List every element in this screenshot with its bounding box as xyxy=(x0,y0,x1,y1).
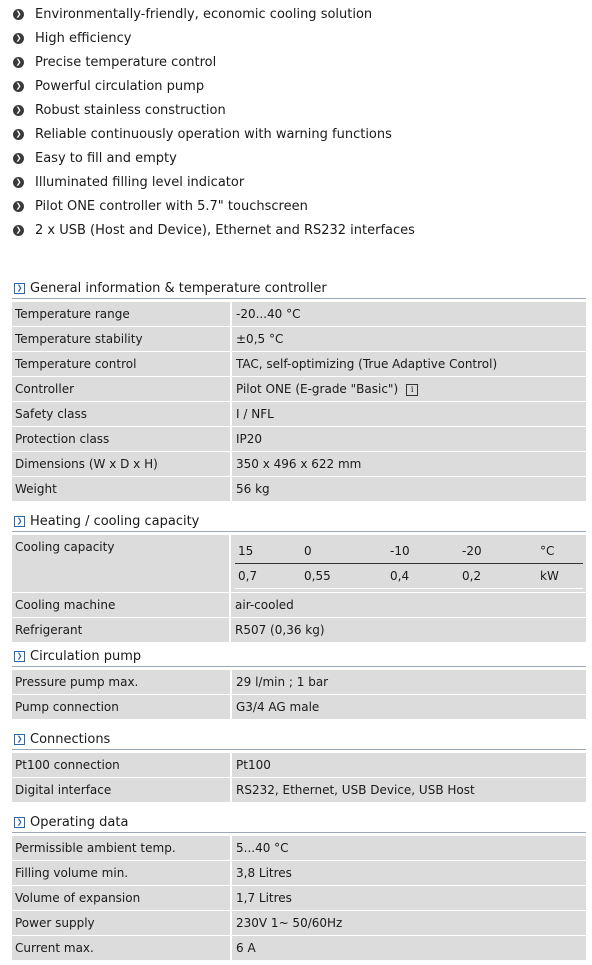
spec-value: air-cooled xyxy=(231,593,586,618)
section-arrow-icon: ❯ xyxy=(14,734,25,745)
spec-table xyxy=(12,670,586,720)
spec-value: RS232, Ethernet, USB Device, USB Host xyxy=(232,778,586,803)
spec-value xyxy=(231,535,586,593)
spec-key: Refrigerant xyxy=(12,618,231,643)
spec-key: Cooling capacity xyxy=(12,535,231,593)
feature-item: ❯ Environmentally-friendly, economic cooling solution xyxy=(13,2,415,26)
spec-value: 29 l/min ; 1 bar xyxy=(232,670,586,695)
section-title: Heating / cooling capacity xyxy=(30,514,200,529)
spec-key: Temperature control xyxy=(12,352,232,377)
spec-table xyxy=(12,753,586,803)
spec-value: TAC, self-optimizing (True Adaptive Control) xyxy=(232,352,586,377)
feature-item: ❯ High efficiency xyxy=(13,26,415,50)
temp-cell: 0 xyxy=(301,539,387,564)
spec-key: Pump connection xyxy=(12,695,232,720)
table-row xyxy=(12,618,586,643)
operating-data-section xyxy=(12,813,586,961)
spec-key: Pt100 connection xyxy=(12,753,232,778)
spec-value: I / NFL xyxy=(232,402,586,427)
feature-list xyxy=(13,2,415,242)
spec-value: 350 x 496 x 622 mm xyxy=(232,452,586,477)
arrow-bullet-icon: ❯ xyxy=(13,33,24,44)
section-title: Connections xyxy=(30,732,111,747)
controller-value: Pilot ONE (E-grade "Basic") xyxy=(236,382,399,396)
table-row xyxy=(12,302,586,327)
temp-cell: -10 xyxy=(387,539,459,564)
table-row xyxy=(12,477,586,502)
spec-table xyxy=(12,836,586,961)
section-title: Operating data xyxy=(30,815,129,830)
arrow-bullet-icon: ❯ xyxy=(13,177,24,188)
spec-value: 3,8 Litres xyxy=(232,861,586,886)
cooling-capacity-table xyxy=(235,539,583,589)
spec-value: G3/4 AG male xyxy=(232,695,586,720)
arrow-bullet-icon: ❯ xyxy=(13,9,24,20)
spec-key: Dimensions (W x D x H) xyxy=(12,452,232,477)
spec-key: Power supply xyxy=(12,911,232,936)
section-arrow-icon: ❯ xyxy=(14,651,25,662)
table-row xyxy=(12,327,586,352)
table-row xyxy=(12,593,586,618)
temp-cell: 15 xyxy=(235,539,301,564)
spec-key: Current max. xyxy=(12,936,232,961)
arrow-bullet-icon: ❯ xyxy=(13,153,24,164)
section-header[interactable] xyxy=(12,730,586,750)
table-row xyxy=(12,535,586,593)
feature-item: ❯ Precise temperature control xyxy=(13,50,415,74)
section-header[interactable] xyxy=(12,512,586,532)
feature-item: ❯ Robust stainless construction xyxy=(13,98,415,122)
arrow-bullet-icon: ❯ xyxy=(13,105,24,116)
capacity-cell: 0,4 xyxy=(387,564,459,589)
arrow-bullet-icon: ❯ xyxy=(13,57,24,68)
spec-key: Safety class xyxy=(12,402,232,427)
table-row xyxy=(12,936,586,961)
spec-value: ±0,5 °C xyxy=(232,327,586,352)
table-row xyxy=(12,861,586,886)
spec-key: Temperature stability xyxy=(12,327,232,352)
section-arrow-icon: ❯ xyxy=(14,817,25,828)
spec-key: Filling volume min. xyxy=(12,861,232,886)
arrow-bullet-icon: ❯ xyxy=(13,201,24,212)
capacity-cell: 0,2 xyxy=(459,564,537,589)
spec-value: 1,7 Litres xyxy=(232,886,586,911)
table-row xyxy=(12,836,586,861)
feature-item: ❯ Powerful circulation pump xyxy=(13,74,415,98)
spec-key: Permissible ambient temp. xyxy=(12,836,232,861)
spec-table xyxy=(12,535,586,643)
temp-unit: °C xyxy=(537,539,583,564)
spec-key: Volume of expansion xyxy=(12,886,232,911)
spec-value: IP20 xyxy=(232,427,586,452)
capacity-unit: kW xyxy=(537,564,583,589)
arrow-bullet-icon: ❯ xyxy=(13,129,24,140)
section-header[interactable] xyxy=(12,647,586,667)
table-row xyxy=(12,753,586,778)
table-row xyxy=(12,695,586,720)
feature-item: ❯ Easy to fill and empty xyxy=(13,146,415,170)
table-row xyxy=(12,427,586,452)
spec-value: -20...40 °C xyxy=(232,302,586,327)
feature-item: ❯ 2 x USB (Host and Device), Ethernet and RS232 interfaces xyxy=(13,218,415,242)
feature-item: ❯ Illuminated filling level indicator xyxy=(13,170,415,194)
general-info-section xyxy=(12,279,586,502)
spec-value xyxy=(232,377,586,402)
table-row xyxy=(12,402,586,427)
arrow-bullet-icon: ❯ xyxy=(13,225,24,236)
heating-cooling-section xyxy=(12,512,586,643)
table-row xyxy=(12,911,586,936)
spec-table xyxy=(12,302,586,502)
spec-key: Weight xyxy=(12,477,232,502)
spec-value: 56 kg xyxy=(232,477,586,502)
spec-key: Temperature range xyxy=(12,302,232,327)
info-icon[interactable]: i xyxy=(406,384,418,396)
circulation-pump-section xyxy=(12,647,586,720)
spec-value: R507 (0,36 kg) xyxy=(231,618,586,643)
table-row xyxy=(12,670,586,695)
arrow-bullet-icon: ❯ xyxy=(13,81,24,92)
section-header[interactable] xyxy=(12,279,586,299)
section-header[interactable] xyxy=(12,813,586,833)
section-title: Circulation pump xyxy=(30,649,142,664)
feature-item: ❯ Pilot ONE controller with 5.7" touchscreen xyxy=(13,194,415,218)
spec-value: 230V 1~ 50/60Hz xyxy=(232,911,586,936)
table-row xyxy=(12,452,586,477)
spec-value: Pt100 xyxy=(232,753,586,778)
capacity-cell: 0,7 xyxy=(235,564,301,589)
spec-value: 6 A xyxy=(232,936,586,961)
spec-value: 5...40 °C xyxy=(232,836,586,861)
spec-key: Controller xyxy=(12,377,232,402)
feature-item: ❯ Reliable continuously operation with warning functions xyxy=(13,122,415,146)
table-row xyxy=(12,778,586,803)
capacity-row xyxy=(235,564,583,589)
spec-key: Cooling machine xyxy=(12,593,231,618)
table-row xyxy=(12,886,586,911)
spec-key: Protection class xyxy=(12,427,232,452)
section-arrow-icon: ❯ xyxy=(14,516,25,527)
section-title: General information & temperature controller xyxy=(30,281,327,296)
table-row xyxy=(12,352,586,377)
spec-key: Digital interface xyxy=(12,778,232,803)
temperature-row xyxy=(235,539,583,564)
spec-key: Pressure pump max. xyxy=(12,670,232,695)
capacity-cell: 0,55 xyxy=(301,564,387,589)
table-row xyxy=(12,377,586,402)
temp-cell: -20 xyxy=(459,539,537,564)
section-arrow-icon: ❯ xyxy=(14,283,25,294)
connections-section xyxy=(12,730,586,803)
